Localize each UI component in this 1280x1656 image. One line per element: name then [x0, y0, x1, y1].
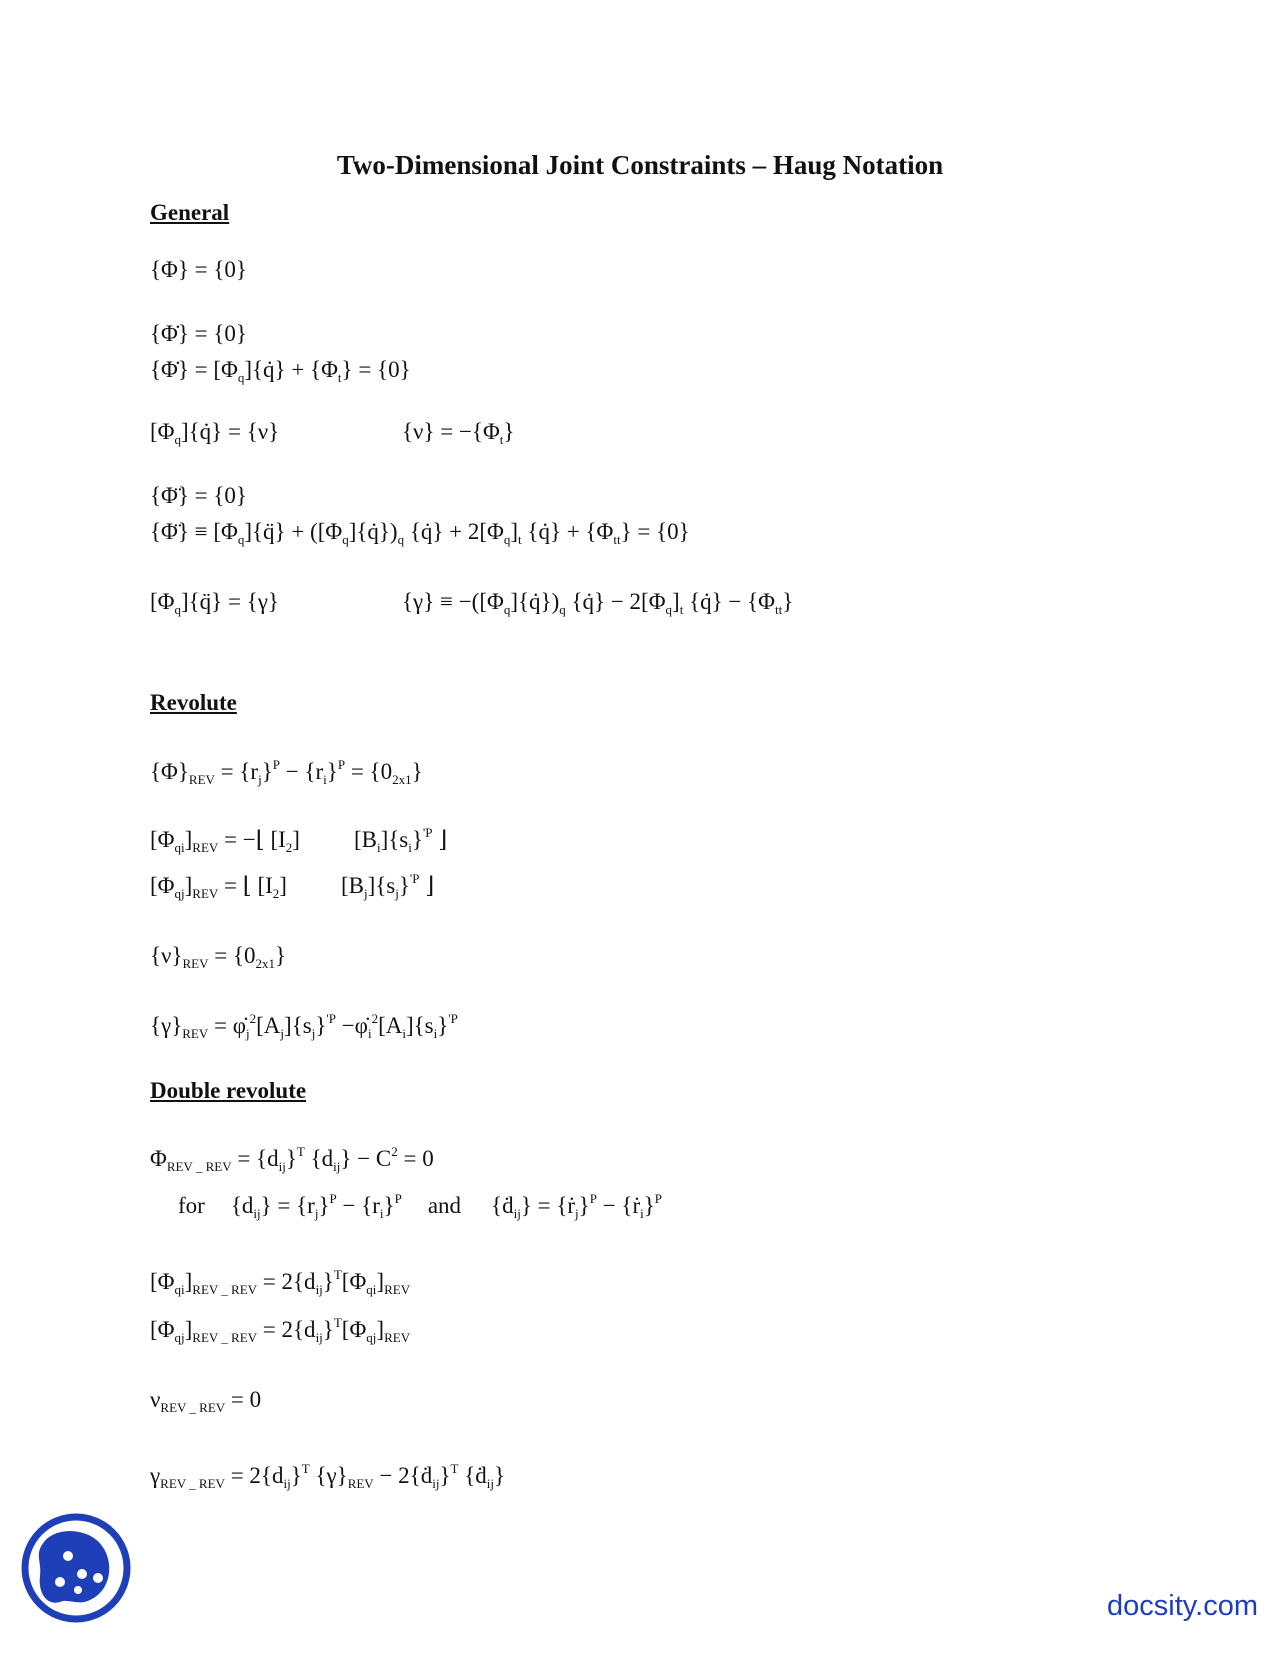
equation-general-3: {Φ̇} = $[\Phi_q]\{q̇\} + \{\Phi_t\} = \{0\}$ [150, 357, 411, 385]
equation-double-revolute-2: for $\{d_{ij}\} = \{r_j\}^P - \{r_i\}^P$ and {ḋ$_{ij}$} = {ṙ$_j$}$^P$ − {ṙ$_i$}$^P$ [178, 1191, 663, 1221]
equation-general-9: $\{\gamma\} \equiv -([\Phi_q]\{q̇\})_q$ {q̇} − $2[\Phi_q]_t$ {q̇} − $\{\Phi_{tt}\}$ [402, 589, 794, 617]
equation-revolute-3: $[\Phi_{qj}]_{REV}$ = ⌊ $[I_2]$ $[B_j]\{s_j\}^{'P}$ ⌋ [150, 871, 435, 901]
equation-general-5: $\{\nu\} = -\{\Phi_t\}$ [402, 419, 515, 447]
equation-general-2: {Φ̇} = {0} [150, 321, 247, 346]
equation-revolute-2: $[\Phi_{qi}]_{REV}$ = −⌊ $[I_2]$ $[B_i]\{s_i\}^{'P}$ ⌋ [150, 825, 448, 855]
equation-revolute-1: $\{\Phi\}_{REV} = \{r_j\}^P - \{r_i\}^P = \{0_{2x1}\}$ [150, 757, 423, 787]
equation-general-8: $[\Phi_q]\{q̈\} = \{\gamma\}$ [150, 589, 279, 617]
section-heading-general: General [150, 200, 230, 225]
docsity-brand-link[interactable]: docsity.com [1107, 1590, 1258, 1622]
equation-double-revolute-3: $[\Phi_{qi}]_{REV \_ REV} = 2\{d_{ij}\}^T[\Phi_{qi}]_{REV}$ [150, 1267, 411, 1297]
equation-general-4: $[\Phi_q]\{q̇\} = \{\nu\}$ [150, 419, 280, 447]
equation-general-6: {Φ̈} = {0} [150, 483, 247, 508]
equation-general-1: {Φ} = {0} [150, 257, 247, 282]
equation-double-revolute-1: $\Phi_{REV \_ REV} = \{d_{ij}\}^T$ $\{d_{ij}\} - C^2 = 0$ [150, 1144, 434, 1174]
section-heading-double-revolute: Double revolute [150, 1078, 307, 1103]
equation-double-revolute-6: $\gamma_{REV \_ REV} = 2\{d_{ij}\}^T$ $\{\gamma\}_{REV}$ − 2{ḋ$_{ij}$}$^T$ {ḋ$_{ij}$} [150, 1461, 506, 1491]
equation-revolute-4: $\{\nu\}_{REV} = \{0_{2x1}\}$ [150, 943, 287, 971]
equation-revolute-5: $\{\gamma\}_{REV}$ = $\varphi̇_j^2[A_j]\{s_j\}^{'P}$ $-\varphi̇_i^2[A_i]\{s_i\}^{'P}$ [150, 1011, 458, 1041]
equation-double-revolute-4: $[\Phi_{qj}]_{REV \_ REV} = 2\{d_{ij}\}^T[\Phi_{qj}]_{REV}$ [150, 1315, 411, 1345]
equation-double-revolute-5: $\nu_{REV \_ REV} = 0$ [150, 1387, 262, 1415]
page-title: Two-Dimensional Joint Constraints – Haug Notation [336, 150, 944, 180]
equation-general-7: {Φ̈} ≡ $[\Phi_q]\{q̈\}$ + $([\Phi_q]\{q̇\})_q$ {q̇} + $2[\Phi_q]_t$ {q̇} + $\{\Phi_{tt}\} = \{0\}$ [150, 519, 690, 547]
docsity-logo-icon[interactable] [20, 1512, 132, 1624]
section-heading-revolute: Revolute [150, 690, 237, 715]
